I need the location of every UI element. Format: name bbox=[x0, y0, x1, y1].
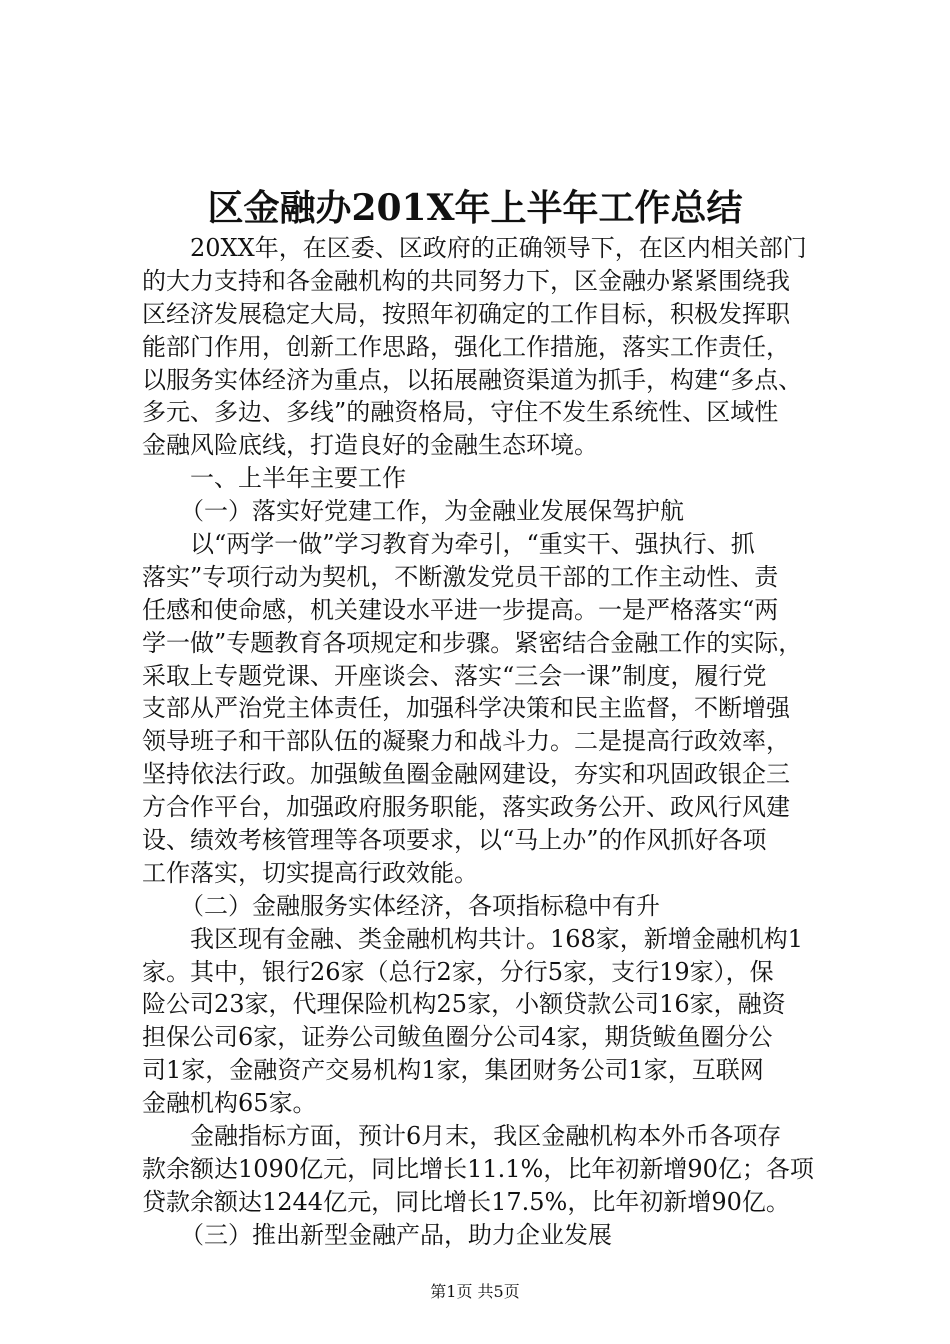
paragraph-line: 险公司23家，代理保险机构25家，小额贷款公司16家，融资 bbox=[142, 990, 786, 1019]
paragraph-line: 20XX年，在区委、区政府的正确领导下，在区内相关部门 bbox=[190, 234, 807, 262]
paragraph-line: 担保公司6家，证券公司鲅鱼圈分公司4家，期货鲅鱼圈分公 bbox=[142, 1023, 773, 1052]
paragraph-line: 家。其中，银行26家（总行2家，分行5家，支行19家），保 bbox=[142, 957, 774, 986]
paragraph-line: 支部从严治党主体责任，加强科学决策和民主监督，不断增强 bbox=[142, 694, 790, 723]
paragraph-line: 多元、多边、多线”的融资格局，守住不发生系统性、区域性 bbox=[142, 398, 779, 427]
section-heading: 一、上半年主要工作 bbox=[190, 464, 406, 493]
paragraph-line: 以服务实体经济为重点，以拓展融资渠道为抓手，构建“多点、 bbox=[142, 365, 803, 394]
paragraph-line: 的大力支持和各金融机构的共同努力下，区金融办紧紧围绕我 bbox=[142, 266, 790, 295]
document-body bbox=[142, 232, 832, 1252]
page-footer: 第1页 共5页 bbox=[430, 1282, 520, 1301]
paragraph-line: 采取上专题党课、开座谈会、落实“三会一课”制度，履行党 bbox=[142, 661, 767, 690]
paragraph-line: 贷款余额达1244亿元，同比增长17.5%，比年初新增90亿。 bbox=[142, 1187, 790, 1216]
paragraph-line: 以“两学一做”学习教育为牵引，“重实干、强执行、抓 bbox=[190, 530, 755, 559]
subsection-heading: （二）金融服务实体经济，各项指标稳中有升 bbox=[180, 891, 660, 920]
paragraph-line: 我区现有金融、类金融机构共计。168家，新增金融机构1 bbox=[190, 924, 804, 953]
document-title: 区金融办201X年上半年工作总结 bbox=[207, 187, 743, 229]
paragraph-line: 金融机构65家。 bbox=[142, 1089, 317, 1118]
paragraph-line: 金融风险底线，打造良好的金融生态环境。 bbox=[142, 431, 598, 460]
paragraph-line: 设、绩效考核管理等各项要求，以“马上办”的作风抓好各项 bbox=[142, 826, 767, 855]
paragraph-line: 区经济发展稳定大局，按照年初确定的工作目标，积极发挥职 bbox=[142, 299, 790, 328]
paragraph-line: 金融指标方面，预计6月末，我区金融机构本外币各项存 bbox=[190, 1122, 782, 1151]
paragraph-line: 方合作平台，加强政府服务职能，落实政务公开、政风行风建 bbox=[142, 793, 790, 822]
paragraph-line: 学一做”专题教育各项规定和步骤。紧密结合金融工作的实际， bbox=[142, 628, 803, 657]
paragraph-line: 领导班子和干部队伍的凝聚力和战斗力。二是提高行政效率， bbox=[142, 727, 790, 756]
paragraph-line: 任感和使命感，机关建设水平进一步提高。一是严格落实“两 bbox=[142, 595, 779, 624]
paragraph-line: 司1家，金融资产交易机构1家，集团财务公司1家，互联网 bbox=[142, 1056, 764, 1085]
paragraph-line: 坚持依法行政。加强鲅鱼圈金融网建设，夯实和巩固政银企三 bbox=[142, 760, 790, 789]
paragraph-line: 工作落实，切实提高行政效能。 bbox=[142, 858, 478, 887]
paragraph-line: 落实”专项行动为契机，不断激发党员干部的工作主动性、责 bbox=[142, 562, 779, 591]
subsection-heading: （一）落实好党建工作，为金融业发展保驾护航 bbox=[180, 497, 684, 526]
paragraph-line: 能部门作用，创新工作思路，强化工作措施，落实工作责任， bbox=[142, 332, 790, 361]
paragraph-line: 款余额达1090亿元，同比增长11.1%，比年初新增90亿；各项 bbox=[142, 1154, 814, 1183]
subsection-heading: （三）推出新型金融产品，助力企业发展 bbox=[180, 1220, 612, 1249]
